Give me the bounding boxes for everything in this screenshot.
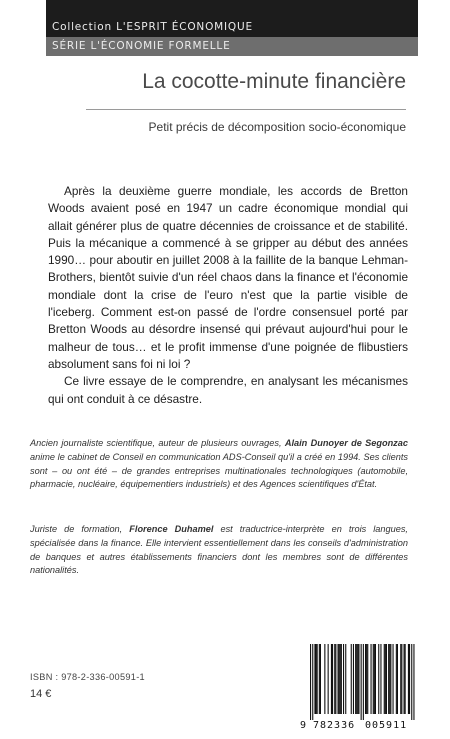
bio2-rest: est traductrice-interprète en trois langues, spécialisée dans la finance. Elle intervient essentiellement dans les conseils d'administration de banques et autres établissements financiers dont les membres sont de différentes nationalités. bbox=[30, 524, 408, 576]
barcode bbox=[297, 640, 423, 732]
author-name-2: Florence Duhamel bbox=[129, 524, 214, 534]
collection-band bbox=[46, 0, 418, 37]
barcode-bar bbox=[408, 644, 409, 714]
barcode-bar bbox=[324, 644, 325, 714]
barcode-bar bbox=[340, 644, 341, 714]
barcode-bar bbox=[397, 644, 398, 714]
barcode-first-digit: 9 bbox=[300, 720, 307, 731]
barcode-bar bbox=[385, 644, 386, 714]
barcode-bar bbox=[338, 644, 339, 714]
book-title: La cocotte-minute financière bbox=[142, 70, 406, 93]
barcode-bar bbox=[393, 644, 394, 714]
barcode-bar bbox=[353, 644, 354, 714]
blurb-paragraph-1: Après la deuxième guerre mondiale, les accords de Bretton Woods avaient posé en 1947 un cadre économique mondial qui allait générer plus de quatre décennies de croissance et de stabilité. Puis la mécanique a commencé à se gripper au début des années 1990… pour aboutir en juillet 2008 à la faillite de la banque Lehman-Brothers, bientôt suivie d'un réel chaos dans la finance et l'économie mondiale dont la crise de l'euro n'est que la partie visible de l'iceberg. Comment est-on passé de l'ordre consensuel porté par Bretton Woods au désordre insensé qui prévaut aujourd'hui pour le malheur de tous… et le profit immense d'une poignée de flibustiers absolument sans foi ni loi ? bbox=[48, 184, 408, 371]
barcode-bar bbox=[328, 644, 329, 714]
barcode-bar bbox=[371, 644, 372, 714]
barcode-bar bbox=[400, 644, 401, 714]
barcode-bar bbox=[331, 644, 332, 714]
author-bio-1 bbox=[30, 437, 408, 492]
barcode-bar bbox=[319, 644, 320, 714]
barcode-bar bbox=[358, 644, 359, 714]
barcode-bar bbox=[355, 644, 356, 714]
barcode-bar bbox=[374, 644, 375, 714]
barcode-bar bbox=[310, 644, 311, 720]
barcode-bar bbox=[404, 644, 405, 714]
bio2-intro: Juriste de formation, bbox=[30, 524, 130, 534]
series-banner bbox=[46, 0, 418, 56]
barcode-bar bbox=[405, 644, 406, 714]
barcode-bar bbox=[356, 644, 357, 714]
barcode-bar bbox=[316, 644, 317, 714]
barcode-bar bbox=[384, 644, 385, 714]
bio1-rest: anime le cabinet de Conseil en communication ADS-Conseil qu'il a créé en 1994. Ses clients sont – ou ont été – de grandes entreprises multinationales technologiques (automobile, pharmacie, nucléaire, équipementiers industriels) et des Agences scientifiques d'État. bbox=[30, 451, 408, 490]
barcode-bar bbox=[339, 644, 340, 714]
barcode-bar bbox=[335, 644, 336, 714]
barcode-left-digits: 782336 bbox=[313, 720, 356, 731]
barcode-bar bbox=[345, 644, 346, 714]
barcode-bar bbox=[314, 644, 315, 714]
barcode-bar bbox=[320, 644, 321, 714]
barcode-bar bbox=[332, 644, 333, 714]
serie-band bbox=[46, 37, 418, 56]
barcode-bar bbox=[401, 644, 402, 714]
book-subtitle: Petit précis de décomposition socio-économique bbox=[148, 120, 406, 134]
price-label: 14 € bbox=[30, 688, 52, 700]
author-bio-2 bbox=[30, 523, 408, 578]
barcode-bar bbox=[396, 644, 397, 714]
barcode-bar bbox=[386, 644, 387, 714]
barcode-bar bbox=[317, 644, 318, 714]
barcode-bar bbox=[380, 644, 381, 714]
barcode-bar bbox=[351, 644, 352, 714]
barcode-bar bbox=[361, 644, 362, 720]
barcode-bar bbox=[378, 644, 379, 714]
barcode-right-digits: 005911 bbox=[365, 720, 408, 731]
barcode-bar bbox=[341, 644, 342, 714]
barcode-bar bbox=[413, 644, 414, 720]
back-cover-blurb bbox=[48, 183, 408, 408]
barcode-bar bbox=[363, 644, 364, 720]
barcode-bar bbox=[357, 644, 358, 714]
barcode-bar bbox=[373, 644, 374, 714]
author-name-1: Alain Dunoyer de Segonzac bbox=[284, 438, 408, 448]
barcode-bar bbox=[312, 644, 313, 720]
barcode-bar bbox=[367, 644, 368, 714]
barcode-bar bbox=[390, 644, 391, 714]
barcode-bar bbox=[366, 644, 367, 714]
blurb-paragraph-2: Ce livre essaye de le comprendre, en analysant les mécanismes qui ont conduit à ce désastre. bbox=[48, 374, 408, 406]
barcode-bar bbox=[409, 644, 410, 714]
barcode-bar bbox=[334, 644, 335, 714]
barcode-bar bbox=[389, 644, 390, 714]
barcode-bar bbox=[343, 644, 344, 714]
barcode-bar bbox=[411, 644, 412, 720]
barcode-bar bbox=[388, 644, 389, 714]
bio1-intro: Ancien journaliste scientifique, auteur de plusieurs ouvrages, bbox=[30, 438, 285, 448]
isbn-number: ISBN : 978-2-336-00591-1 bbox=[30, 672, 145, 682]
serie-label: SÉRIE L'ÉCONOMIE FORMELLE bbox=[52, 40, 231, 52]
barcode-bar bbox=[365, 644, 366, 714]
collection-label: Collection L'ESPRIT ÉCONOMIQUE bbox=[52, 21, 253, 33]
barcode-bar bbox=[375, 644, 376, 714]
title-divider bbox=[86, 109, 406, 110]
